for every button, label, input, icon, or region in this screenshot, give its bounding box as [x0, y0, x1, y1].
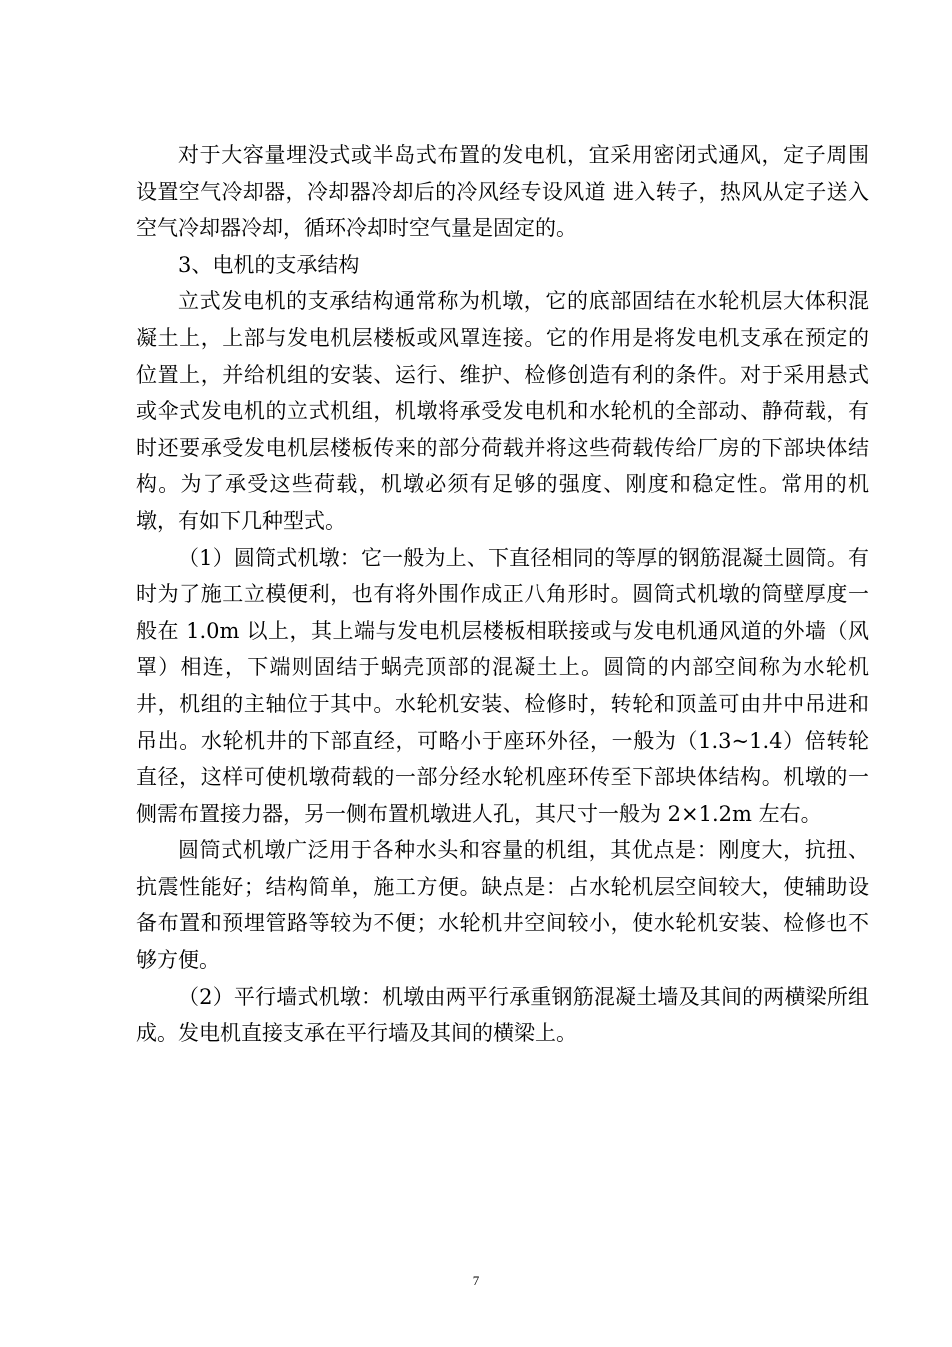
paragraph-ventilation: 对于大容量埋没式或半岛式布置的发电机，宜采用密闭式通风，定子周围设置空气冷却器，冷却器冷却后的冷风经专设风道 进入转子，热风从定子送入空气冷却器冷却，循环冷却时空气量是固定的。	[136, 143, 869, 241]
page-number: 7	[472, 1273, 480, 1288]
body-text	[136, 137, 869, 1052]
paragraph-support-structure: 立式发电机的支承结构通常称为机墩，它的底部固结在水轮机层大体积混凝土上，上部与发电机层楼板或风罩连接。它的作用是将发电机支承在预定的位置上，并给机组的安装、运行、维护、检修创造有利的条件。对于采用悬式或伞式发电机的立式机组，机墩将承受发电机和水轮机的全部动、静荷载，有时还要承受发电机层楼板传来的部分荷载并将这些荷载传给厂房的下部块体结构。为了承受这些荷载，机墩必须有足够的强度、刚度和稳定性。常用的机墩，有如下几种型式。	[136, 289, 869, 533]
paragraph-cylindrical-pier-pros-cons: 圆筒式机墩广泛用于各种水头和容量的机组，其优点是：刚度大，抗扭、抗震性能好；结构简单，施工方便。缺点是：占水轮机层空间较大，使辅助设备布置和预埋管路等较为不便；水轮机井空间较小，使水轮机安装、检修也不够方便。	[136, 838, 869, 973]
section-heading-support-structure: 3、电机的支承结构	[178, 252, 360, 277]
paragraph-cylindrical-pier: （1）圆筒式机墩：它一般为上、下直径相同的等厚的钢筋混凝土圆筒。有时为了施工立模便利，也有将外围作成正八角形时。圆筒式机墩的筒壁厚度一般在 1.0m 以上，其上端与发电机层楼板相联接或与发电机通风道的外墙（风罩）相连，下端则固结于蜗壳顶部的混凝土上。圆筒的内部空间称为水轮机井，机组的主轴位于其中。水轮机安装、检修时，转轮和顶盖可由井中吊进和吊出。水轮机井的下部直经，可略小于座环外径，一般为（1.3~1.4）倍转轮直径，这样可使机墩荷载的一部分经水轮机座环传至下部块体结构。机墩的一侧需布置接力器，另一侧布置机墩进人孔，其尺寸一般为 2×1.2m 左右。	[136, 545, 869, 826]
paragraph-parallel-wall-pier: （2）平行墙式机墩：机墩由两平行承重钢筋混凝土墙及其间的两横梁所组成。发电机直接支承在平行墙及其间的横梁上。	[136, 984, 869, 1046]
